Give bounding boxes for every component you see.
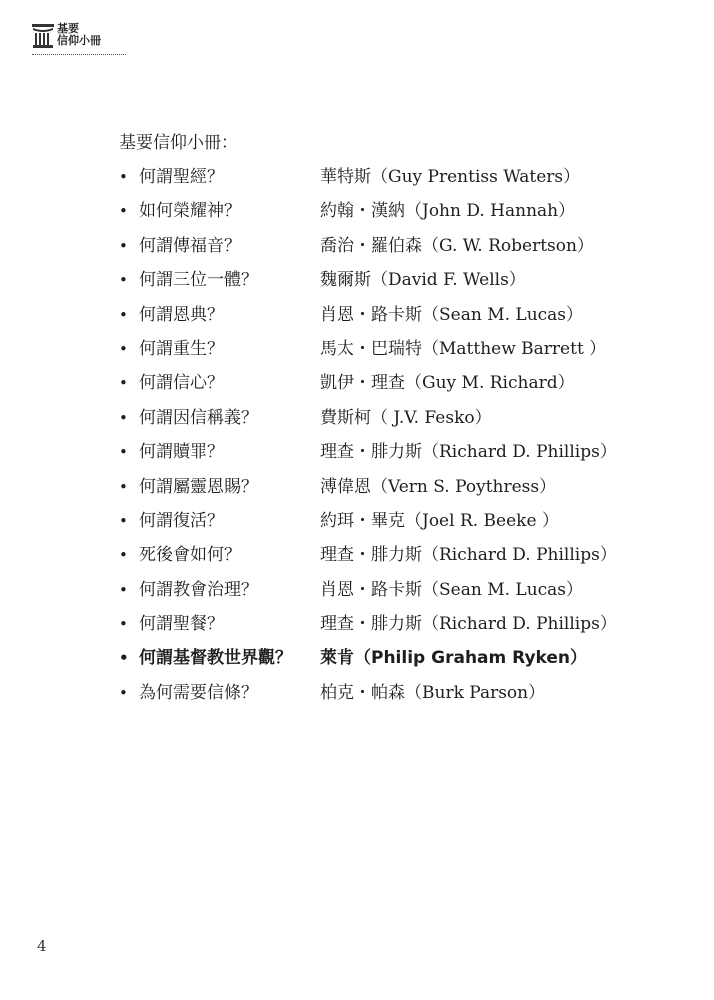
bullet: • (119, 339, 128, 358)
bullet: • (119, 649, 129, 668)
booklet-title: 何謂傳福音？ (139, 235, 241, 256)
booklet-title: 何謂基督教世界觀？ (139, 648, 292, 669)
booklet-author: 約翰・漢納（John D. Hannah） (320, 201, 576, 222)
booklet-author: 馬太・巴瑞特（Matthew Barrett ） (320, 338, 607, 359)
booklet-title: 何謂恩典？ (139, 304, 224, 325)
list-item (119, 366, 659, 400)
series-name-line1: 基要 (57, 22, 79, 35)
list-item (119, 470, 659, 504)
booklet-author: 柏克・帕森（Burk Parson） (320, 682, 546, 703)
list-item (119, 332, 659, 366)
booklet-author: 溥偉恩（Vern S. Poythress） (320, 476, 557, 497)
list-item (119, 160, 659, 194)
bullet: • (119, 168, 128, 186)
series-name-line2: 信仰小冊 (57, 34, 101, 47)
booklet-author: 華特斯（Guy Prentiss Waters） (320, 167, 581, 187)
list-item (119, 263, 659, 297)
booklet-title: 何謂復活？ (139, 510, 224, 531)
booklet-author: 萊肯（Philip Graham Ryken） (320, 648, 588, 669)
booklet-title: 何謂重生？ (139, 338, 224, 359)
list-item (119, 435, 659, 469)
list-title: 基要信仰小冊： (119, 133, 238, 153)
bullet: • (119, 408, 128, 427)
bullet: • (119, 236, 128, 255)
header-dotted-rule (32, 54, 126, 55)
bullet: • (119, 374, 128, 393)
booklet-author: 理查・腓力斯（Richard D. Phillips） (320, 442, 617, 463)
booklet-title: 何謂因信稱義？ (139, 407, 258, 428)
booklet-title: 何謂信心？ (139, 373, 224, 394)
booklet-title: 何謂聖餐？ (139, 614, 224, 635)
list-item (119, 298, 659, 332)
booklet-title: 為何需要信條？ (139, 682, 258, 703)
booklet-author: 約珥・畢克（Joel R. Beeke ） (320, 510, 559, 531)
booklet-title: 何謂屬靈恩賜？ (139, 476, 258, 497)
list-item (119, 676, 659, 710)
list-item (119, 504, 659, 538)
booklet-author: 喬治・羅伯森（G. W. Robertson） (320, 235, 594, 256)
bullet: • (119, 443, 128, 462)
bullet: • (119, 271, 128, 290)
list-item (119, 641, 659, 675)
booklet-author: 費斯柯（ J.V. Fesko） (320, 407, 492, 428)
bullet: • (119, 477, 128, 496)
booklet-author: 肖恩・路卡斯（Sean M. Lucas） (320, 579, 584, 600)
booklet-title: 死後會如何？ (139, 545, 241, 566)
list-item (119, 229, 659, 263)
booklet-title: 如何榮耀神？ (139, 201, 241, 222)
booklet-title: 何謂三位一體？ (139, 270, 258, 291)
booklet-title: 何謂贖罪？ (139, 442, 224, 463)
bullet: • (119, 615, 128, 634)
booklet-author: 魏爾斯（David F. Wells） (320, 270, 526, 291)
page-number: 4 (37, 937, 47, 955)
booklet-author: 肖恩・路卡斯（Sean M. Lucas） (320, 304, 584, 325)
list-item (119, 401, 659, 435)
series-header (32, 23, 126, 59)
bullet: • (119, 546, 128, 565)
bullet: • (119, 580, 128, 599)
pillar-icon (32, 24, 54, 48)
booklet-list (119, 160, 659, 710)
booklet-title: 何謂教會治理？ (139, 579, 258, 600)
booklet-list-section (119, 126, 659, 710)
booklet-author: 理查・腓力斯（Richard D. Phillips） (320, 545, 617, 566)
list-item (119, 194, 659, 228)
booklet-title: 何謂聖經？ (139, 167, 224, 187)
booklet-author: 理查・腓力斯（Richard D. Phillips） (320, 614, 617, 635)
list-item (119, 573, 659, 607)
list-item (119, 538, 659, 572)
list-item (119, 607, 659, 641)
bullet: • (119, 511, 128, 530)
booklet-author: 凱伊・理查（Guy M. Richard） (320, 373, 575, 394)
bullet: • (119, 202, 128, 221)
bullet: • (119, 683, 128, 702)
bullet: • (119, 305, 128, 324)
